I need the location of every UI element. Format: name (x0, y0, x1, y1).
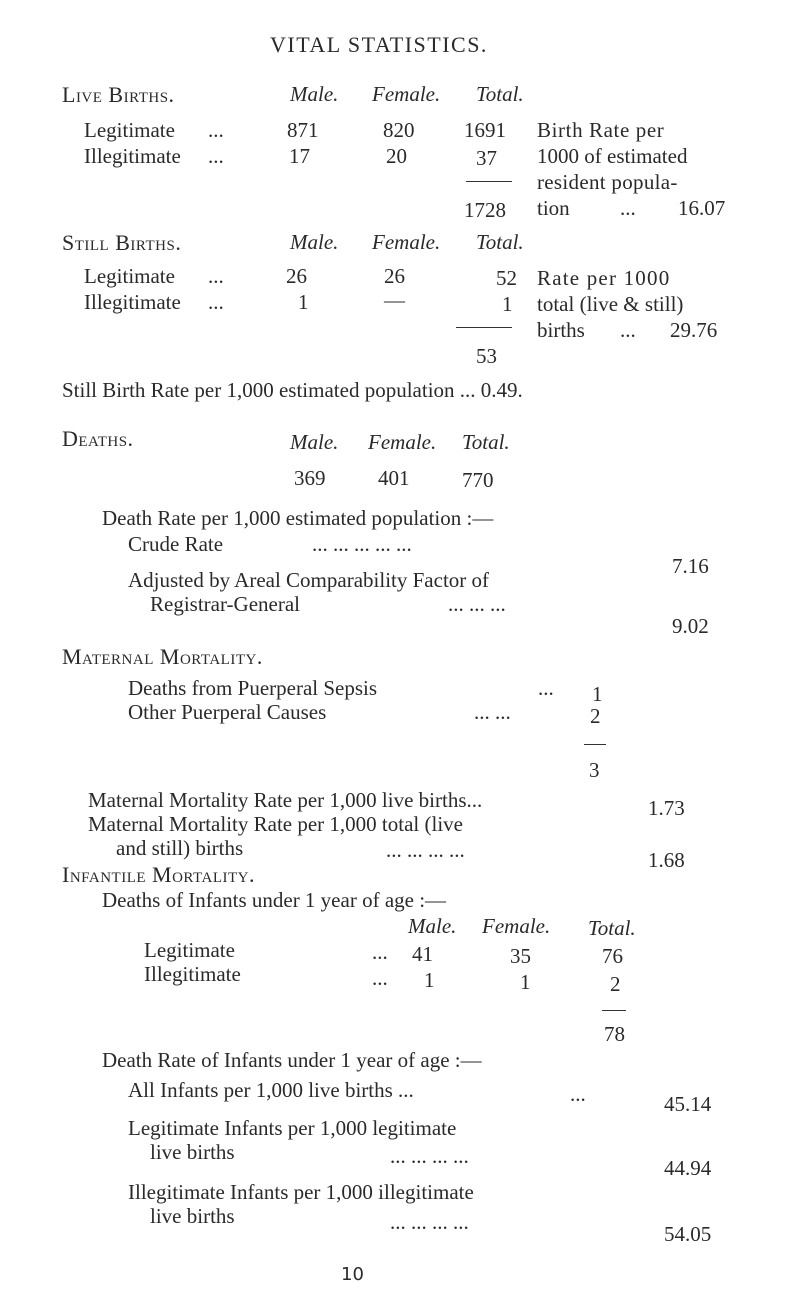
page-number: 10 (341, 1264, 364, 1285)
live-births-legit-dots: ... (208, 118, 224, 142)
still-births-legit-female: 26 (384, 264, 405, 288)
still-births-legit-total: 52 (496, 266, 517, 290)
live-births-col-male: Male. (290, 82, 339, 106)
maternal-rate-1-label: Maternal Mortality Rate per 1,000 live births... (88, 788, 483, 812)
birth-rate-value: 16.07 (678, 196, 726, 220)
adjusted-rate-dots: ... ... ... (448, 592, 506, 616)
birth-rate-note-1: Birth Rate per (537, 118, 665, 142)
crude-rate-dots: ... ... ... ... ... (312, 532, 412, 556)
still-births-col-male: Male. (290, 230, 339, 254)
still-births-illegit-female: — (384, 288, 405, 312)
death-rate-heading: Death Rate per 1,000 estimated population :— (102, 506, 494, 530)
sepsis-dots: ... (538, 676, 554, 700)
still-births-illegit-label: Illegitimate (84, 290, 181, 314)
legit-infants-value: 44.94 (664, 1156, 712, 1180)
illegit-infants-label-2: live births (150, 1204, 235, 1228)
infantile-illegit-label: Illegitimate (144, 962, 241, 986)
still-births-grand-total: 53 (476, 344, 497, 368)
still-births-legit-dots: ... (208, 264, 224, 288)
still-birth-rate-line: Still Birth Rate per 1,000 estimated population ... 0.49. (62, 378, 523, 402)
crude-rate-label: Crude Rate (128, 532, 224, 556)
sepsis-value: 1 (592, 682, 603, 706)
live-births-illegit-label: Illegitimate (84, 144, 181, 168)
infantile-illegit-female: 1 (520, 970, 531, 994)
maternal-rate-2-label-1: Maternal Mortality Rate per 1,000 total (live (88, 812, 463, 836)
infantile-sum-rule (602, 1010, 626, 1011)
still-rate-note-dots: ... (620, 318, 636, 342)
deaths-col-total: Total. (462, 430, 510, 454)
all-infants-label: All Infants per 1,000 live births ... (128, 1078, 414, 1102)
still-births-sum-rule (456, 327, 512, 328)
still-births-illegit-male: 1 (298, 290, 309, 314)
maternal-rate-2-dots: ... ... ... ... (386, 838, 465, 862)
illegit-infants-value: 54.05 (664, 1222, 712, 1246)
maternal-heading: Maternal Mortality. (62, 644, 263, 669)
other-puerperal-dots: ... ... (474, 700, 511, 724)
still-rate-value: 29.76 (670, 318, 718, 342)
still-births-col-female: Female. (372, 230, 441, 254)
infantile-legit-label: Legitimate (144, 938, 235, 962)
deaths-col-male: Male. (290, 430, 339, 454)
infantile-legit-total: 76 (602, 944, 623, 968)
infantile-col-male: Male. (408, 914, 457, 938)
still-rate-note-1: Rate per 1000 (537, 266, 671, 290)
infantile-illegit-male: 1 (424, 968, 435, 992)
infantile-col-total: Total. (588, 916, 636, 940)
still-rate-note-2: total (live & still) (537, 292, 684, 316)
live-births-col-total: Total. (476, 82, 524, 106)
live-births-sum-rule (466, 181, 512, 182)
infantile-subheading: Deaths of Infants under 1 year of age :— (102, 888, 447, 912)
adjusted-rate-value: 9.02 (672, 614, 709, 638)
adjusted-rate-label-1: Adjusted by Areal Comparability Factor of (128, 568, 490, 592)
still-births-illegit-total: 1 (502, 292, 513, 316)
infantile-legit-female: 35 (510, 944, 531, 968)
birth-rate-note-4: tion (537, 196, 570, 220)
still-rate-note-3: births (537, 318, 585, 342)
deaths-total: 770 (462, 468, 494, 492)
live-births-grand-total: 1728 (464, 198, 506, 222)
live-births-legit-female: 820 (383, 118, 415, 142)
infant-rate-heading: Death Rate of Infants under 1 year of age :— (102, 1048, 482, 1072)
live-births-illegit-male: 17 (289, 144, 310, 168)
infantile-legit-male: 41 (412, 942, 433, 966)
deaths-male: 369 (294, 466, 326, 490)
live-births-col-female: Female. (372, 82, 441, 106)
still-births-legit-male: 26 (286, 264, 307, 288)
maternal-rate-2-value: 1.68 (648, 848, 685, 872)
still-births-illegit-dots: ... (208, 290, 224, 314)
maternal-total: 3 (589, 758, 600, 782)
infantile-heading: Infantile Mortality. (62, 862, 255, 887)
maternal-rate-2-label-2: and still) births (116, 836, 244, 860)
birth-rate-note-dots: ... (620, 196, 636, 220)
legit-infants-label-2: live births (150, 1140, 235, 1164)
legit-infants-label-1: Legitimate Infants per 1,000 legitimate (128, 1116, 457, 1140)
live-births-legit-total: 1691 (464, 118, 506, 142)
legit-infants-dots: ... ... ... ... (390, 1144, 469, 1168)
still-births-heading: Still Births. (62, 230, 182, 255)
infantile-grand-total: 78 (604, 1022, 625, 1046)
illegit-infants-dots: ... ... ... ... (390, 1210, 469, 1234)
adjusted-rate-label-2: Registrar-General (150, 592, 301, 616)
birth-rate-note-3: resident popula- (537, 170, 678, 194)
deaths-female: 401 (378, 466, 410, 490)
infantile-illegit-dots: ... (372, 966, 388, 990)
infantile-illegit-total: 2 (610, 972, 621, 996)
live-births-illegit-dots: ... (208, 144, 224, 168)
live-births-illegit-total: 37 (476, 146, 497, 170)
live-births-heading: Live Births. (62, 82, 175, 107)
deaths-heading: Deaths. (62, 426, 134, 451)
maternal-sum-rule (584, 744, 606, 745)
live-births-illegit-female: 20 (386, 144, 407, 168)
other-puerperal-value: 2 (590, 704, 601, 728)
other-puerperal-label: Other Puerperal Causes (128, 700, 327, 724)
still-births-col-total: Total. (476, 230, 524, 254)
illegit-infants-label-1: Illegitimate Infants per 1,000 illegitimate (128, 1180, 474, 1204)
infantile-legit-dots: ... (372, 940, 388, 964)
sepsis-label: Deaths from Puerperal Sepsis (128, 676, 378, 700)
deaths-col-female: Female. (368, 430, 437, 454)
live-births-legit-label: Legitimate (84, 118, 175, 142)
still-births-legit-label: Legitimate (84, 264, 175, 288)
birth-rate-note-2: 1000 of estimated (537, 144, 688, 168)
live-births-legit-male: 871 (287, 118, 319, 142)
infantile-col-female: Female. (482, 914, 551, 938)
crude-rate-value: 7.16 (672, 554, 709, 578)
all-infants-value: 45.14 (664, 1092, 712, 1116)
maternal-rate-1-value: 1.73 (648, 796, 685, 820)
page-title: VITAL STATISTICS. (270, 32, 488, 57)
all-infants-dots: ... (570, 1082, 586, 1106)
